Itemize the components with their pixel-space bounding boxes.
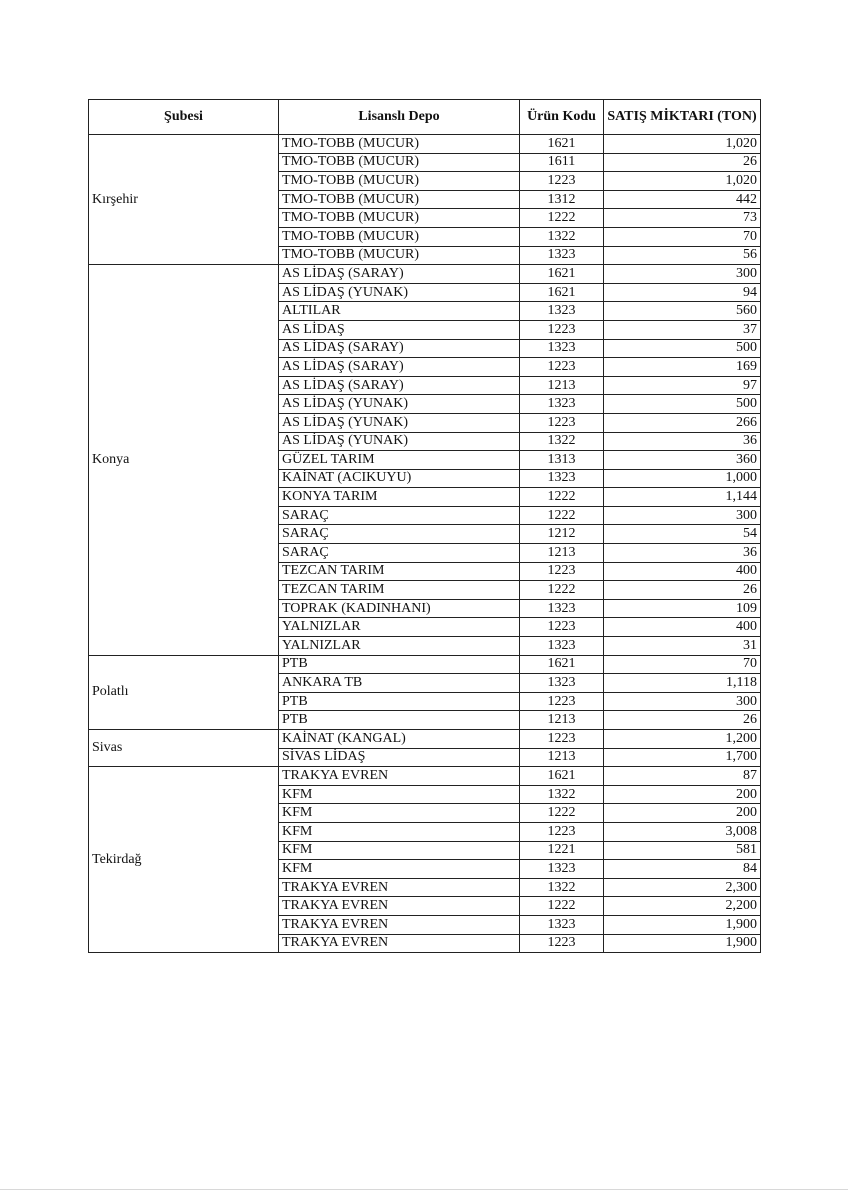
quantity-cell: 400 — [604, 618, 761, 637]
quantity-cell: 400 — [604, 562, 761, 581]
quantity-cell: 169 — [604, 358, 761, 377]
quantity-cell: 36 — [604, 432, 761, 451]
product-code-cell: 1213 — [520, 711, 604, 730]
depot-cell: TEZCAN TARIM — [279, 562, 520, 581]
quantity-cell: 3,008 — [604, 822, 761, 841]
quantity-cell: 300 — [604, 265, 761, 284]
product-code-cell: 1223 — [520, 934, 604, 953]
product-code-cell: 1223 — [520, 320, 604, 339]
quantity-cell: 2,300 — [604, 878, 761, 897]
quantity-cell: 200 — [604, 804, 761, 823]
depot-cell: AS LİDAŞ (SARAY) — [279, 376, 520, 395]
quantity-cell: 581 — [604, 841, 761, 860]
product-code-cell: 1222 — [520, 897, 604, 916]
header-row — [89, 100, 761, 135]
branch-cell: Konya — [89, 265, 279, 655]
branch-cell: Kırşehir — [89, 135, 279, 265]
depot-cell: SARAÇ — [279, 525, 520, 544]
quantity-cell: 31 — [604, 637, 761, 656]
depot-cell: TMO-TOBB (MUCUR) — [279, 227, 520, 246]
quantity-cell: 1,900 — [604, 934, 761, 953]
depot-cell: TMO-TOBB (MUCUR) — [279, 172, 520, 191]
quantity-cell: 70 — [604, 655, 761, 674]
quantity-cell: 560 — [604, 302, 761, 321]
product-code-cell: 1212 — [520, 525, 604, 544]
product-code-cell: 1322 — [520, 878, 604, 897]
depot-cell: TRAKYA EVREN — [279, 934, 520, 953]
depot-cell: TMO-TOBB (MUCUR) — [279, 135, 520, 154]
product-code-cell: 1221 — [520, 841, 604, 860]
table-body — [89, 135, 761, 953]
depot-cell: YALNIZLAR — [279, 618, 520, 637]
depot-cell: PTB — [279, 711, 520, 730]
quantity-cell: 500 — [604, 395, 761, 414]
depot-cell: ALTILAR — [279, 302, 520, 321]
product-code-cell: 1223 — [520, 358, 604, 377]
quantity-cell: 442 — [604, 190, 761, 209]
depot-cell: KFM — [279, 804, 520, 823]
quantity-cell: 266 — [604, 413, 761, 432]
depot-cell: AS LİDAŞ — [279, 320, 520, 339]
product-code-cell: 1322 — [520, 432, 604, 451]
branch-cell: Tekirdağ — [89, 767, 279, 953]
product-code-cell: 1222 — [520, 506, 604, 525]
header-sales-quantity: SATIŞ MİKTARI (TON) — [604, 100, 761, 135]
table-row — [89, 135, 761, 154]
quantity-cell: 300 — [604, 506, 761, 525]
depot-cell: AS LİDAŞ (YUNAK) — [279, 413, 520, 432]
product-code-cell: 1222 — [520, 804, 604, 823]
quantity-cell: 1,118 — [604, 674, 761, 693]
header-branch: Şubesi — [89, 100, 279, 135]
depot-cell: KFM — [279, 841, 520, 860]
product-code-cell: 1323 — [520, 395, 604, 414]
sales-table — [88, 99, 761, 953]
quantity-cell: 54 — [604, 525, 761, 544]
product-code-cell: 1223 — [520, 618, 604, 637]
product-code-cell: 1312 — [520, 190, 604, 209]
quantity-cell: 1,900 — [604, 915, 761, 934]
quantity-cell: 70 — [604, 227, 761, 246]
product-code-cell: 1621 — [520, 655, 604, 674]
depot-cell: AS LİDAŞ (SARAY) — [279, 265, 520, 284]
product-code-cell: 1313 — [520, 451, 604, 470]
depot-cell: TEZCAN TARIM — [279, 581, 520, 600]
quantity-cell: 73 — [604, 209, 761, 228]
table-row — [89, 265, 761, 284]
product-code-cell: 1223 — [520, 822, 604, 841]
quantity-cell: 500 — [604, 339, 761, 358]
depot-cell: SARAÇ — [279, 506, 520, 525]
product-code-cell: 1223 — [520, 692, 604, 711]
product-code-cell: 1223 — [520, 413, 604, 432]
product-code-cell: 1322 — [520, 785, 604, 804]
quantity-cell: 1,144 — [604, 488, 761, 507]
depot-cell: KFM — [279, 785, 520, 804]
quantity-cell: 1,020 — [604, 172, 761, 191]
quantity-cell: 87 — [604, 767, 761, 786]
product-code-cell: 1323 — [520, 302, 604, 321]
depot-cell: SARAÇ — [279, 544, 520, 563]
depot-cell: AS LİDAŞ (YUNAK) — [279, 283, 520, 302]
product-code-cell: 1323 — [520, 860, 604, 879]
depot-cell: PTB — [279, 655, 520, 674]
quantity-cell: 94 — [604, 283, 761, 302]
product-code-cell: 1222 — [520, 209, 604, 228]
table-header — [89, 100, 761, 135]
product-code-cell: 1223 — [520, 562, 604, 581]
quantity-cell: 1,700 — [604, 748, 761, 767]
product-code-cell: 1213 — [520, 544, 604, 563]
depot-cell: YALNIZLAR — [279, 637, 520, 656]
quantity-cell: 37 — [604, 320, 761, 339]
product-code-cell: 1323 — [520, 915, 604, 934]
header-product-code: Ürün Kodu — [520, 100, 604, 135]
table-row — [89, 655, 761, 674]
quantity-cell: 360 — [604, 451, 761, 470]
depot-cell: KONYA TARIM — [279, 488, 520, 507]
quantity-cell: 109 — [604, 599, 761, 618]
product-code-cell: 1323 — [520, 339, 604, 358]
product-code-cell: 1222 — [520, 581, 604, 600]
product-code-cell: 1213 — [520, 376, 604, 395]
branch-cell: Polatlı — [89, 655, 279, 729]
product-code-cell: 1223 — [520, 730, 604, 749]
depot-cell: TRAKYA EVREN — [279, 897, 520, 916]
product-code-cell: 1323 — [520, 246, 604, 265]
quantity-cell: 84 — [604, 860, 761, 879]
depot-cell: AS LİDAŞ (SARAY) — [279, 339, 520, 358]
product-code-cell: 1223 — [520, 172, 604, 191]
quantity-cell: 200 — [604, 785, 761, 804]
depot-cell: TRAKYA EVREN — [279, 878, 520, 897]
quantity-cell: 1,200 — [604, 730, 761, 749]
depot-cell: KFM — [279, 822, 520, 841]
depot-cell: AS LİDAŞ (YUNAK) — [279, 395, 520, 414]
depot-cell: TMO-TOBB (MUCUR) — [279, 246, 520, 265]
quantity-cell: 300 — [604, 692, 761, 711]
product-code-cell: 1323 — [520, 599, 604, 618]
product-code-cell: 1621 — [520, 283, 604, 302]
page-bottom-line — [0, 1189, 848, 1190]
depot-cell: TMO-TOBB (MUCUR) — [279, 190, 520, 209]
quantity-cell: 97 — [604, 376, 761, 395]
depot-cell: KAİNAT (ACIKUYU) — [279, 469, 520, 488]
depot-cell: GÜZEL TARIM — [279, 451, 520, 470]
product-code-cell: 1222 — [520, 488, 604, 507]
quantity-cell: 2,200 — [604, 897, 761, 916]
quantity-cell: 26 — [604, 581, 761, 600]
quantity-cell: 56 — [604, 246, 761, 265]
product-code-cell: 1621 — [520, 135, 604, 154]
quantity-cell: 1,020 — [604, 135, 761, 154]
depot-cell: AS LİDAŞ (SARAY) — [279, 358, 520, 377]
depot-cell: ANKARA TB — [279, 674, 520, 693]
quantity-cell: 1,000 — [604, 469, 761, 488]
product-code-cell: 1213 — [520, 748, 604, 767]
depot-cell: PTB — [279, 692, 520, 711]
quantity-cell: 36 — [604, 544, 761, 563]
product-code-cell: 1621 — [520, 767, 604, 786]
table-row — [89, 730, 761, 749]
product-code-cell: 1322 — [520, 227, 604, 246]
quantity-cell: 26 — [604, 153, 761, 172]
product-code-cell: 1323 — [520, 637, 604, 656]
table-row — [89, 767, 761, 786]
depot-cell: KAİNAT (KANGAL) — [279, 730, 520, 749]
depot-cell: TMO-TOBB (MUCUR) — [279, 153, 520, 172]
product-code-cell: 1611 — [520, 153, 604, 172]
branch-cell: Sivas — [89, 730, 279, 767]
quantity-cell: 26 — [604, 711, 761, 730]
product-code-cell: 1323 — [520, 674, 604, 693]
depot-cell: AS LİDAŞ (YUNAK) — [279, 432, 520, 451]
depot-cell: TOPRAK (KADINHANI) — [279, 599, 520, 618]
depot-cell: TMO-TOBB (MUCUR) — [279, 209, 520, 228]
header-depot: Lisanslı Depo — [279, 100, 520, 135]
product-code-cell: 1621 — [520, 265, 604, 284]
product-code-cell: 1323 — [520, 469, 604, 488]
depot-cell: SİVAS LİDAŞ — [279, 748, 520, 767]
depot-cell: KFM — [279, 860, 520, 879]
depot-cell: TRAKYA EVREN — [279, 767, 520, 786]
depot-cell: TRAKYA EVREN — [279, 915, 520, 934]
